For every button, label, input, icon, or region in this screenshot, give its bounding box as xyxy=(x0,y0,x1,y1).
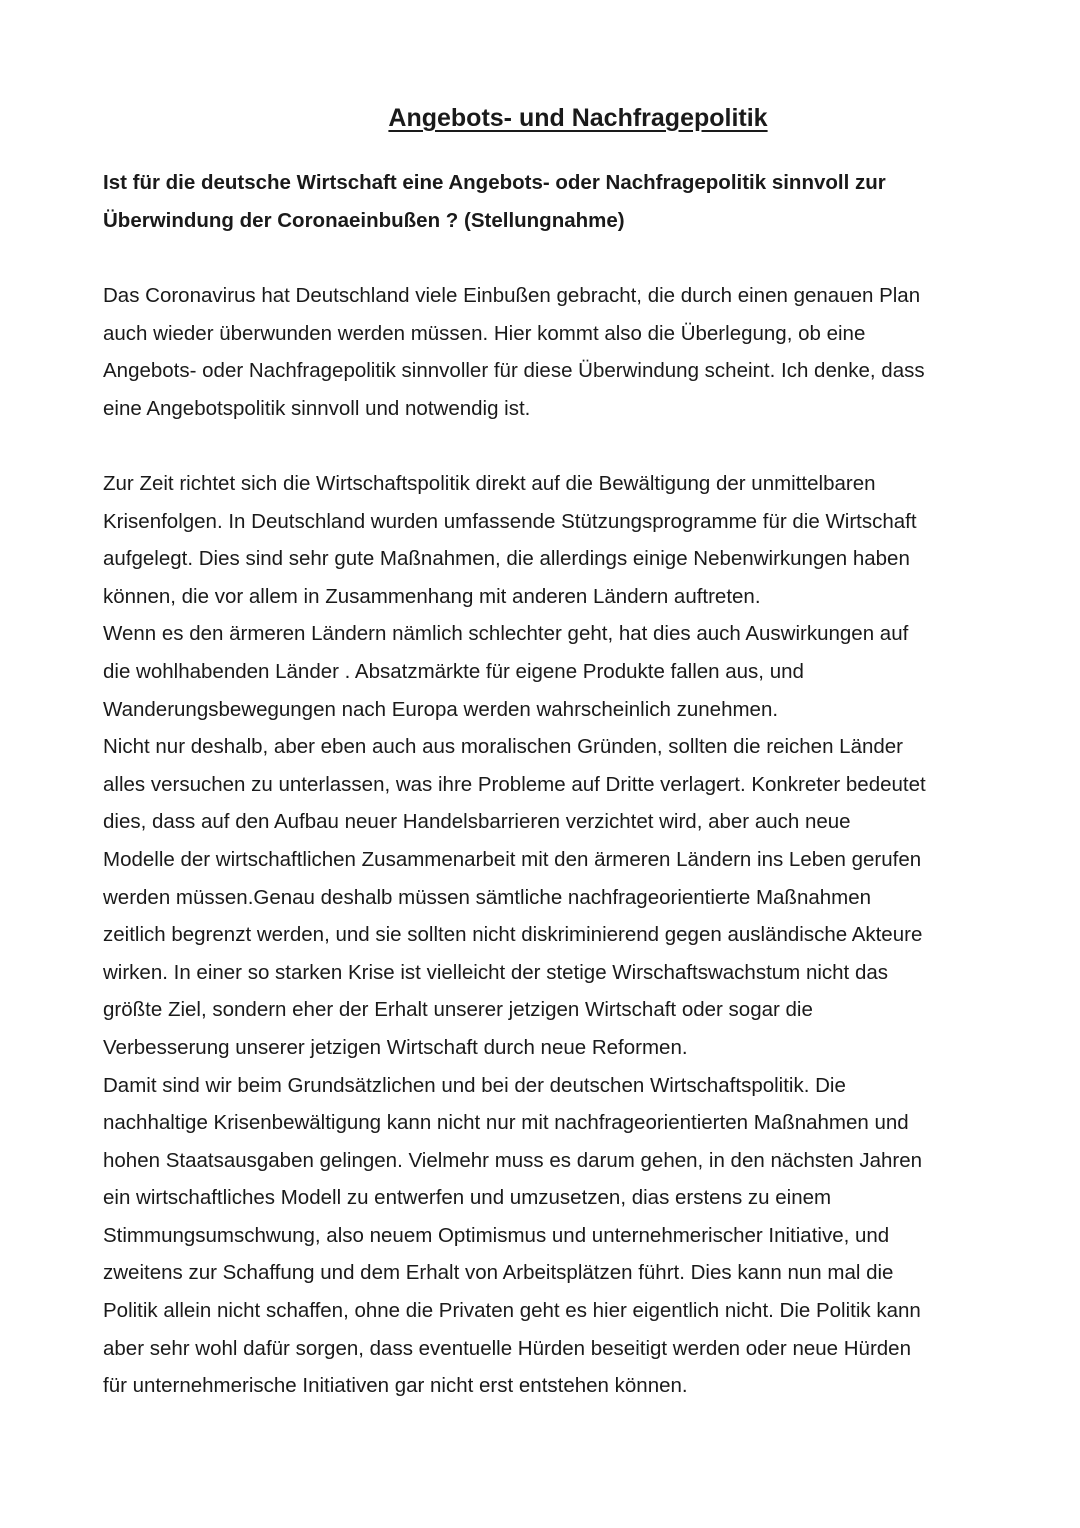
text-line: Stimmungsumschwung, also neuem Optimismus und unternehmerischer Initiative, und xyxy=(103,1223,890,1247)
text-line: dies, dass auf den Aufbau neuer Handelsbarrieren verzichtet wird, aber auch neue xyxy=(103,810,851,834)
document-title: Angebots- und Nachfragepolitik xyxy=(388,104,768,132)
text-line: Angebots- oder Nachfragepolitik sinnvoller für diese Überwindung scheint. Ich denke, dass xyxy=(103,359,925,383)
document-subtitle xyxy=(103,164,1003,240)
text-line: hohen Staatsausgaben gelingen. Vielmehr muss es darum gehen, in den nächsten Jahren xyxy=(103,1148,923,1172)
text-line: wirken. In einer so starken Krise ist vielleicht der stetige Wirschaftswachstum nicht das xyxy=(103,960,888,984)
text-line: eine Angebotspolitik sinnvoll und notwendig ist. xyxy=(103,396,531,420)
text-line: alles versuchen zu unterlassen, was ihre Probleme auf Dritte verlagert. Konkreter bedeutet xyxy=(103,772,926,796)
text-line: auch wieder überwunden werden müssen. Hier kommt also die Überlegung, ob eine xyxy=(103,321,866,345)
paragraph-intro xyxy=(103,277,1003,427)
text-line: die wohlhabenden Länder . Absatzmärkte für eigene Produkte fallen aus, und xyxy=(103,659,804,683)
text-line: ein wirtschaftliches Modell zu entwerfen und umzusetzen, dias erstens zu einem xyxy=(103,1186,832,1210)
subtitle-line: Überwindung der Coronaeinbußen ? (Stellungnahme) xyxy=(103,209,625,232)
text-line: aufgelegt. Dies sind sehr gute Maßnahmen, die allerdings einige Nebenwirkungen haben xyxy=(103,547,910,571)
text-line: aber sehr wohl dafür sorgen, dass eventuelle Hürden beseitigt werden oder neue Hürden xyxy=(103,1336,911,1360)
subtitle-line: Ist für die deutsche Wirtschaft eine Angebots- oder Nachfragepolitik sinnvoll zur xyxy=(103,171,886,194)
text-line: Verbesserung unserer jetzigen Wirtschaft durch neue Reformen. xyxy=(103,1035,688,1059)
text-line: Modelle der wirtschaftlichen Zusammenarbeit mit den ärmeren Ländern ins Leben gerufen xyxy=(103,847,922,871)
text-line: Zur Zeit richtet sich die Wirtschaftspolitik direkt auf die Bewältigung der unmittelbaren xyxy=(103,472,876,495)
text-line: können, die vor allem in Zusammenhang mit anderen Ländern auftreten. xyxy=(103,584,761,608)
text-line: Damit sind wir beim Grundsätzlichen und bei der deutschen Wirtschaftspolitik. Die xyxy=(103,1073,846,1097)
text-line: Politik allein nicht schaffen, ohne die Privaten geht es hier eigentlich nicht. Die Politik kann xyxy=(103,1299,921,1323)
text-line: werden müssen.Genau deshalb müssen sämtliche nachfrageorientierte Maßnahmen xyxy=(103,885,872,909)
text-line: größte Ziel, sondern eher der Erhalt unserer jetzigen Wirtschaft oder sogar die xyxy=(103,998,813,1022)
text-line: Krisenfolgen. In Deutschland wurden umfassende Stützungsprogramme für die Wirtschaft xyxy=(103,509,917,533)
text-line: Das Coronavirus hat Deutschland viele Einbußen gebracht, die durch einen genauen Plan xyxy=(103,284,921,307)
text-line: Wenn es den ärmeren Ländern nämlich schlechter geht, hat dies auch Auswirkungen auf xyxy=(103,622,909,646)
text-line: nachhaltige Krisenbewältigung kann nicht nur mit nachfrageorientierten Maßnahmen und xyxy=(103,1111,909,1135)
paragraph-body xyxy=(103,465,1003,1405)
text-line: zeitlich begrenzt werden, und sie sollten nicht diskriminierend gegen ausländische Akteure xyxy=(103,923,923,947)
text-line: für unternehmerische Initiativen gar nicht erst entstehen können. xyxy=(103,1374,688,1398)
text-line: Wanderungsbewegungen nach Europa werden wahrscheinlich zunehmen. xyxy=(103,697,779,721)
text-line: zweitens zur Schaffung und dem Erhalt von Arbeitsplätzen führt. Dies kann nun mal die xyxy=(103,1261,894,1285)
text-line: Nicht nur deshalb, aber eben auch aus moralischen Gründen, sollten die reichen Länder xyxy=(103,735,904,759)
